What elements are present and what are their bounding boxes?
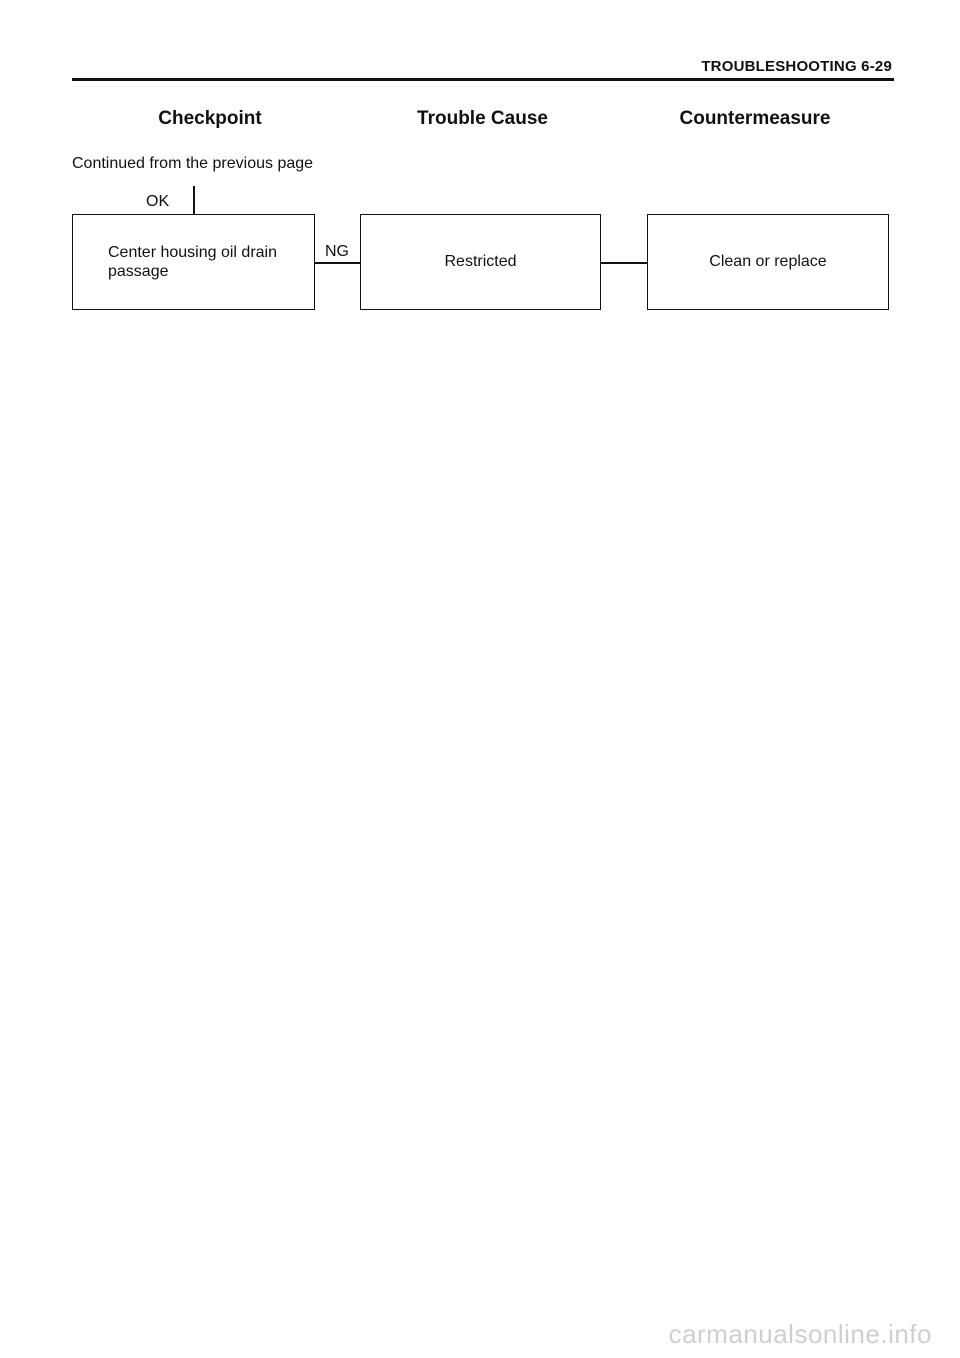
column-heading-countermeasure: Countermeasure — [679, 108, 831, 129]
header-rule — [72, 78, 894, 81]
countermeasure-box — [647, 214, 889, 310]
cause-to-countermeasure-line — [601, 262, 647, 264]
countermeasure-text: Clean or replace — [709, 253, 827, 270]
ok-connector-line — [193, 186, 195, 214]
checkpoint-text: Center housing oil drain passage — [108, 244, 277, 280]
ng-label: NG — [325, 243, 349, 260]
checkpoint-box — [72, 214, 315, 310]
watermark: carmanualsonline.info — [668, 1319, 932, 1349]
trouble-cause-box — [360, 214, 601, 310]
ng-connector-line — [315, 262, 360, 264]
continued-note: Continued from the previous page — [72, 155, 314, 172]
ok-label: OK — [146, 193, 170, 210]
running-head: TROUBLESHOOTING 6-29 — [701, 58, 892, 75]
trouble-cause-text: Restricted — [444, 253, 517, 270]
column-heading-trouble-cause: Trouble Cause — [417, 108, 548, 129]
column-heading-checkpoint: Checkpoint — [158, 108, 262, 129]
